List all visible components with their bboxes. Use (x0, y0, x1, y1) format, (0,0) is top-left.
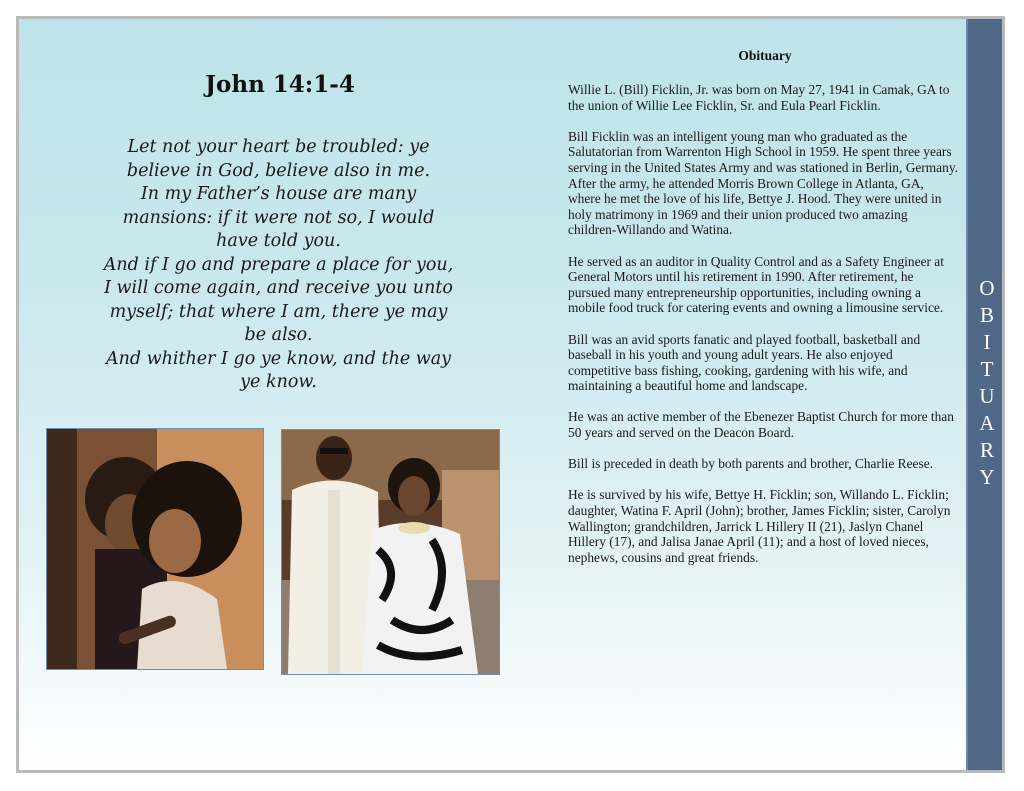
photo-older-couple-art (282, 430, 499, 674)
obituary-paragraph: He was an active member of the Ebenezer Baptist Church for more than 50 years and served on the Deacon Board. (568, 409, 954, 441)
verse-line: And whither I go ye know, and the way ye know. (105, 348, 452, 392)
obituary-paragraph: He served as an auditor in Quality Control and as a Safety Engineer at General Motors until his retirement in 1990. After retirement, he pursued many entrepreneurship opportunities, including owning a mobile food truck for catering events and owning a limousine service. (568, 253, 944, 316)
sidebar-letter: U (979, 384, 996, 408)
obituary-text (568, 82, 958, 581)
sidebar-letter: T (980, 357, 995, 381)
obituary-paragraph: He is survived by his wife, Bettye H. Ficklin; son, Willando L. Ficklin; daughter, Watina F. April (John); brother, James Ficklin; sister, Carolyn Wallington; grandchildren, Jarrick L Hillery II (21), Jaslyn Chanel Hillery (17), and Jalisa Janae April (11); and a host of loved nieces, nephews, cousins and great friends. (568, 487, 951, 565)
verse-line: In my Father’s house are many mansions: if it were not so, I would have told you. (122, 184, 435, 251)
obituary-sidebar (966, 19, 1005, 773)
verse-title: John 14:1-4 (205, 71, 355, 98)
program-page (16, 16, 1005, 773)
sidebar-letter: A (979, 411, 996, 435)
photo-older-couple (281, 429, 500, 675)
verse-line: And if I go and prepare a place for you, I will come again, and receive you unto myself; that where I am, there ye may be also. (103, 254, 454, 345)
photo-young-couple-art (47, 429, 263, 669)
photo-young-couple (46, 428, 264, 670)
sidebar-letter: R (979, 438, 995, 462)
sidebar-letter: Y (979, 465, 996, 489)
verse-line: Let not your heart be troubled: ye believe in God, believe also in me. (126, 137, 431, 181)
sidebar-letter: O (979, 276, 996, 300)
obituary-paragraph: Willie L. (Bill) Ficklin, Jr. was born on May 27, 1941 in Camak, GA to the union of Willie Lee Ficklin, Sr. and Eula Pearl Ficklin. (568, 82, 950, 113)
obituary-paragraph: Bill Ficklin was an intelligent young man who graduated as the Salutatorian from Warrenton High School in 1959. He spent three years serving in the United States Army and was stationed in Berlin, Germany. After the army, he attended Morris Brown College in Atlanta, GA, where he met the love of his life, Bettye J. Hood. They were united in holy matrimony in 1969 and their union produced two amazing children-Willando and Watina. (568, 128, 958, 238)
obituary-heading: Obituary (738, 48, 792, 63)
obituary-paragraph: Bill is preceded in death by both parents and brother, Charlie Reese. (568, 456, 933, 472)
sidebar-letter: I (983, 330, 992, 354)
sidebar-letter: B (979, 303, 995, 327)
verse-text (101, 136, 456, 395)
sidebar-vertical-label (968, 275, 1005, 491)
obituary-paragraph: Bill was an avid sports fanatic and played football, basketball and baseball in his youth and young adult years. He also enjoyed competitive bass fishing, cooking, gardening with his wife, and maintaining a beautiful home and landscape. (568, 331, 921, 394)
